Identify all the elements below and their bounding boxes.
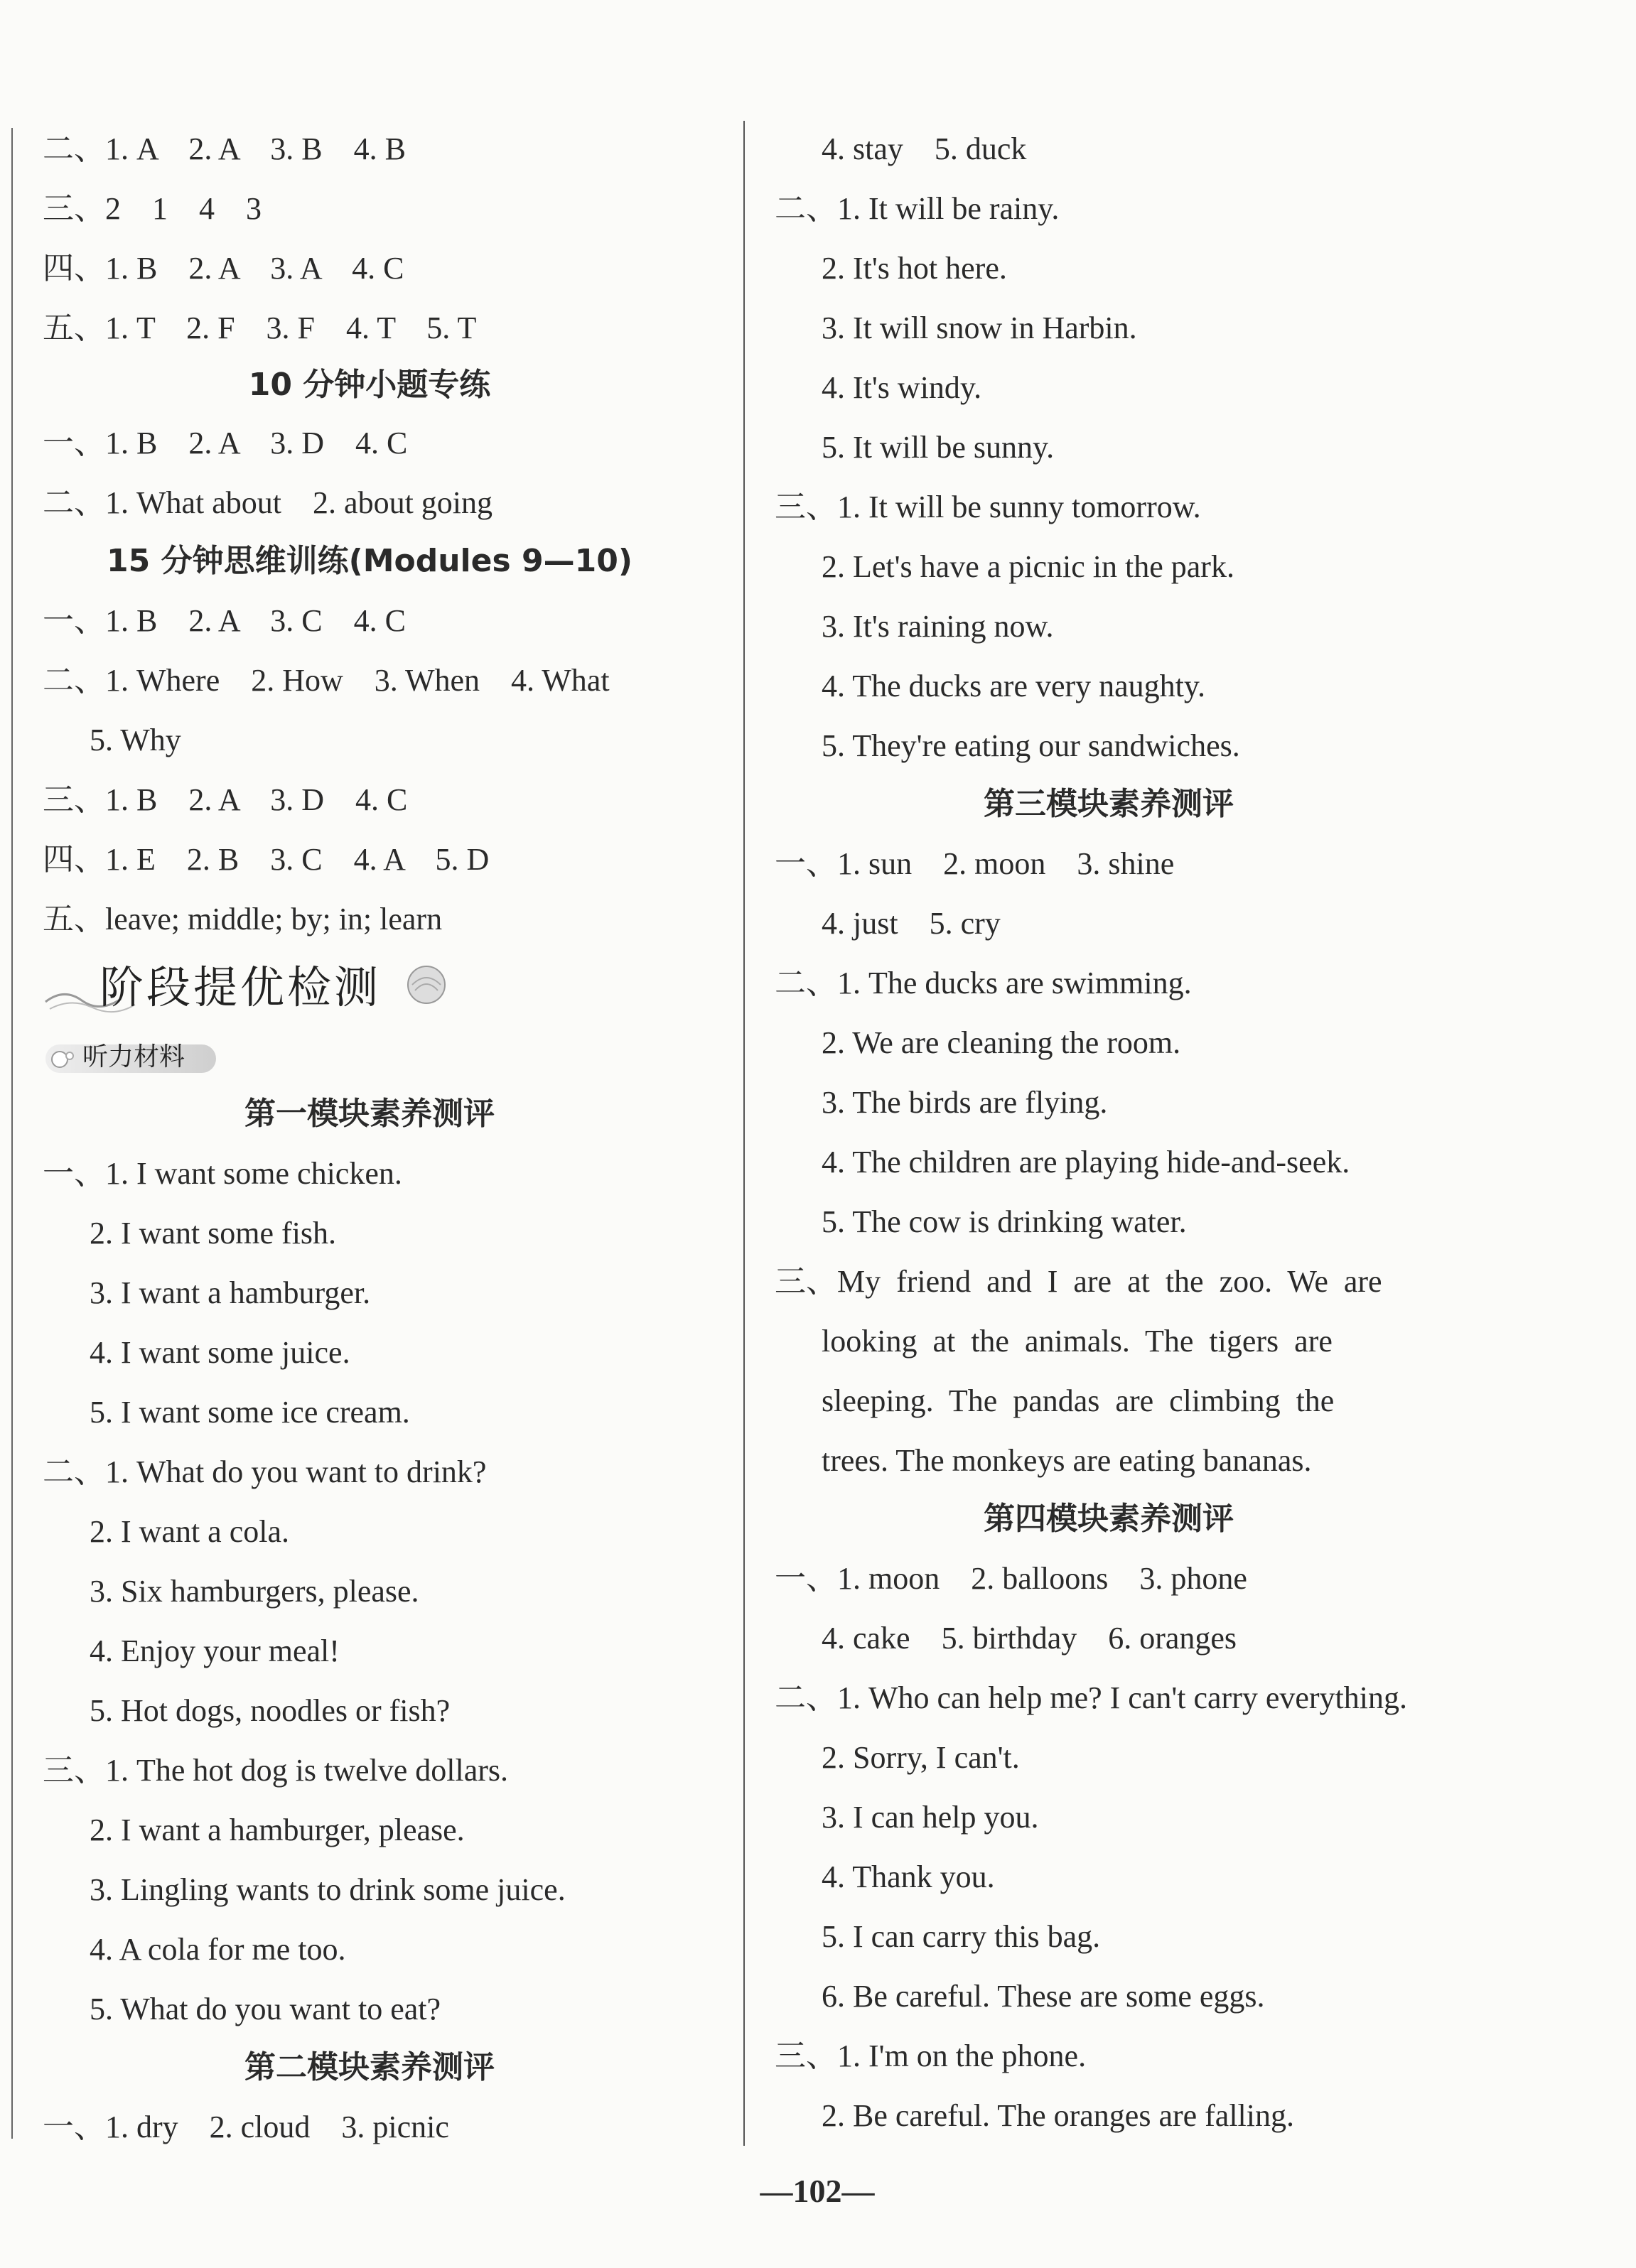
answer-line: 4. I want some juice.: [43, 1335, 350, 1370]
answer-line: 三、1. It will be sunny tomorrow.: [775, 490, 1201, 524]
answer-line: 5. They're eating our sandwiches.: [775, 728, 1240, 763]
answer-line: 三、My friend and I are at the zoo. We are: [775, 1264, 1382, 1299]
section-heading: 15 分钟思维训练(Modules 9—10): [107, 543, 633, 579]
answer-line: 4. just 5. cry: [775, 906, 1001, 941]
answer-line: 5. What do you want to eat?: [43, 1992, 441, 2026]
answer-line: 4. The ducks are very naughty.: [775, 669, 1206, 703]
answer-line: 5. Hot dogs, noodles or fish?: [43, 1693, 451, 1728]
answer-line: 五、leave; middle; by; in; learn: [43, 902, 443, 936]
answer-line: 3. It's raining now.: [775, 609, 1054, 644]
answer-line: 2. We are cleaning the room.: [775, 1025, 1181, 1060]
answer-line: 4. Thank you.: [775, 1859, 995, 1894]
answer-line: 2. I want a hamburger, please.: [43, 1813, 465, 1847]
answer-line: 五、1. T 2. F 3. F 4. T 5. T: [43, 310, 477, 345]
tag-label: 听力材料: [82, 1042, 185, 1071]
answer-line: 2. Be careful. The oranges are falling.: [775, 2098, 1295, 2133]
answer-line: 4. It's windy.: [775, 370, 982, 405]
answer-line: 一、1. dry 2. cloud 3. picnic: [43, 2110, 449, 2144]
answer-line: 2. Let's have a picnic in the park.: [775, 549, 1234, 584]
answer-line: 3. I want a hamburger.: [43, 1275, 371, 1310]
answer-line: 二、1. A 2. A 3. B 4. B: [43, 131, 406, 166]
answer-line: 5. It will be sunny.: [775, 430, 1055, 465]
section-heading: 10 分钟小题专练: [248, 367, 491, 403]
answer-line: 3. I can help you.: [775, 1800, 1039, 1835]
answer-line: 4. A cola for me too.: [43, 1932, 346, 1967]
answer-line: 一、1. B 2. A 3. C 4. C: [43, 603, 406, 638]
section-heading: 第一模块素养测评: [244, 1096, 495, 1132]
answer-line: 一、1. moon 2. balloons 3. phone: [775, 1561, 1247, 1596]
answer-line: 6. Be careful. These are some eggs.: [775, 1979, 1265, 2014]
shell-decoration-icon: [405, 963, 448, 1006]
answer-line: 4. stay 5. duck: [775, 131, 1027, 166]
answer-line: looking at the animals. The tigers are: [775, 1324, 1333, 1359]
answer-line: 2. Sorry, I can't.: [775, 1740, 1020, 1775]
listening-material-tag: [45, 1039, 216, 1076]
answer-line: 3. It will snow in Harbin.: [775, 310, 1137, 345]
answer-line: trees. The monkeys are eating bananas.: [775, 1443, 1312, 1478]
answer-line: 2. I want a cola.: [43, 1514, 289, 1549]
section-heading: 第三模块素养测评: [984, 786, 1234, 822]
answer-line: 3. The birds are flying.: [775, 1085, 1108, 1120]
answer-line: 二、1. It will be rainy.: [775, 191, 1060, 226]
answer-line: 2. I want some fish.: [43, 1216, 337, 1251]
section-heading: 第四模块素养测评: [984, 1501, 1234, 1537]
answer-line: 一、1. B 2. A 3. D 4. C: [43, 426, 408, 460]
answer-line: 二、1. What do you want to drink?: [43, 1454, 487, 1489]
answer-line: 5. The cow is drinking water.: [775, 1204, 1187, 1239]
answer-line: 2. It's hot here.: [775, 251, 1007, 286]
answer-line: 三、1. The hot dog is twelve dollars.: [43, 1753, 509, 1788]
answer-line: 3. Lingling wants to drink some juice.: [43, 1872, 566, 1907]
answer-line: 四、1. B 2. A 3. A 4. C: [43, 251, 404, 286]
answer-line: sleeping. The pandas are climbing the: [775, 1383, 1335, 1418]
answer-line: 一、1. sun 2. moon 3. shine: [775, 846, 1175, 881]
answer-line: 4. The children are playing hide-and-seek.: [775, 1145, 1350, 1179]
answer-line: 三、2 1 4 3: [43, 191, 262, 226]
answer-line: 4. Enjoy your meal!: [43, 1634, 340, 1668]
bubble-icon: [50, 1049, 75, 1070]
answer-line: 四、1. E 2. B 3. C 4. A 5. D: [43, 842, 490, 877]
answer-line: 4. cake 5. birthday 6. oranges: [775, 1621, 1237, 1656]
answer-line: 5. I want some ice cream.: [43, 1395, 410, 1430]
answer-line: 一、1. I want some chicken.: [43, 1156, 402, 1191]
answer-line: 三、1. I'm on the phone.: [775, 2038, 1087, 2073]
answer-line: 5. Why: [43, 723, 181, 757]
section-heading: 第二模块素养测评: [244, 2049, 495, 2085]
page-number: —102—: [760, 2173, 875, 2209]
answer-line: 二、1. Who can help me? I can't carry everything.: [775, 1680, 1408, 1715]
stage-banner: [43, 952, 412, 1023]
answer-line: 二、1. Where 2. How 3. When 4. What: [43, 663, 610, 698]
answer-line: 三、1. B 2. A 3. D 4. C: [43, 782, 408, 817]
answer-line: 二、1. The ducks are swimming.: [775, 966, 1192, 1000]
answer-line: 二、1. What about 2. about going: [43, 485, 493, 520]
column-divider: [743, 121, 745, 2146]
answer-line: 3. Six hamburgers, please.: [43, 1574, 419, 1609]
banner-title: 阶段提优检测: [99, 961, 382, 1013]
answer-line: 5. I can carry this bag.: [775, 1919, 1101, 1954]
